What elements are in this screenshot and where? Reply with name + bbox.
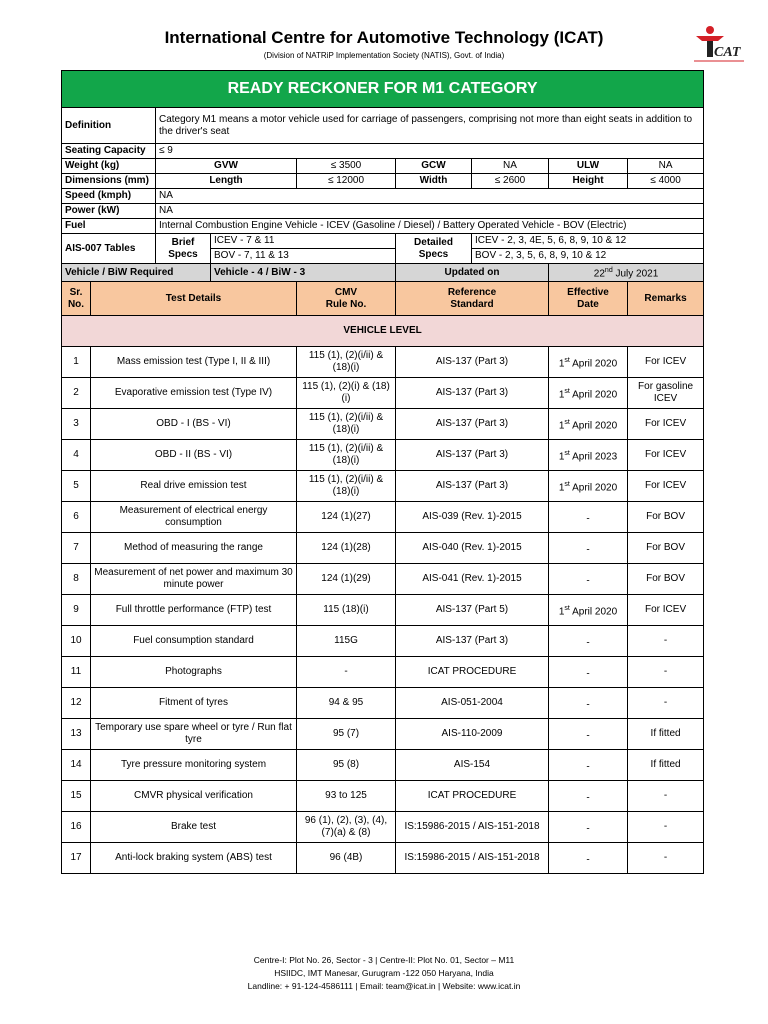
row-reference-standard: ICAT PROCEDURE xyxy=(396,657,549,688)
row-cmv-rule: 115 (1), (2)(i/ii) & (18)(i) xyxy=(297,409,396,440)
page-header-subtitle: (Division of NATRiP Implementation Society (NATIS), Govt. of India) xyxy=(263,51,505,60)
row-remarks: For ICEV xyxy=(628,347,704,378)
row-test-details: Tyre pressure monitoring system xyxy=(91,750,297,781)
row-reference-standard: AIS-137 (Part 3) xyxy=(396,409,549,440)
speed-value: NA xyxy=(156,189,704,204)
gvw-value: ≤ 3500 xyxy=(297,159,396,174)
row-remarks: If fitted xyxy=(628,750,704,781)
updated-label: Updated on xyxy=(396,264,549,282)
row-remarks: For BOV xyxy=(628,502,704,533)
table-row xyxy=(62,688,704,719)
row-remarks: For ICEV xyxy=(628,409,704,440)
row-test-details: Photographs xyxy=(91,657,297,688)
row-number: 6 xyxy=(62,502,91,533)
table-row xyxy=(62,843,704,874)
row-cmv-rule: 95 (8) xyxy=(297,750,396,781)
row-remarks: For BOV xyxy=(628,533,704,564)
row-reference-standard: AIS-137 (Part 3) xyxy=(396,347,549,378)
row-reference-standard: AIS-154 xyxy=(396,750,549,781)
row-cmv-rule: 115 (1), (2)(i/ii) & (18)(i) xyxy=(297,440,396,471)
row-number: 14 xyxy=(62,750,91,781)
table-row xyxy=(62,564,704,595)
row-test-details: Real drive emission test xyxy=(91,471,297,502)
speed-label: Speed (kmph) xyxy=(62,189,156,204)
row-number: 17 xyxy=(62,843,91,874)
table-row xyxy=(62,781,704,812)
row-effective-date: - xyxy=(549,564,628,595)
row-number: 7 xyxy=(62,533,91,564)
col-remarks: Remarks xyxy=(628,282,704,316)
row-cmv-rule: 115 (1), (2)(i/ii) & (18)(i) xyxy=(297,471,396,502)
row-cmv-rule: - xyxy=(297,657,396,688)
definition-label: Definition xyxy=(62,108,156,144)
row-remarks: If fitted xyxy=(628,719,704,750)
row-effective-date: 1st April 2020 xyxy=(549,378,628,409)
row-reference-standard: AIS-040 (Rev. 1)-2015 xyxy=(396,533,549,564)
row-number: 4 xyxy=(62,440,91,471)
vehicle-biw-value: Vehicle - 4 / BiW - 3 xyxy=(211,264,396,282)
row-reference-standard: ICAT PROCEDURE xyxy=(396,781,549,812)
row-number: 16 xyxy=(62,812,91,843)
row-test-details: Fitment of tyres xyxy=(91,688,297,719)
table-row xyxy=(62,719,704,750)
row-remarks: - xyxy=(628,626,704,657)
row-number: 1 xyxy=(62,347,91,378)
ais-tables-label: AIS-007 Tables xyxy=(62,234,156,264)
row-number: 9 xyxy=(62,595,91,626)
table-row xyxy=(62,409,704,440)
row-number: 2 xyxy=(62,378,91,409)
row-effective-date: - xyxy=(549,688,628,719)
power-label: Power (kW) xyxy=(62,204,156,219)
row-remarks: For ICEV xyxy=(628,471,704,502)
row-reference-standard: AIS-039 (Rev. 1)-2015 xyxy=(396,502,549,533)
ready-reckoner-table xyxy=(61,70,704,874)
row-reference-standard: AIS-051-2004 xyxy=(396,688,549,719)
length-value: ≤ 12000 xyxy=(297,174,396,189)
row-number: 8 xyxy=(62,564,91,595)
row-effective-date: - xyxy=(549,533,628,564)
row-test-details: Brake test xyxy=(91,812,297,843)
width-label: Width xyxy=(396,174,472,189)
row-test-details: Anti-lock braking system (ABS) test xyxy=(91,843,297,874)
row-effective-date: - xyxy=(549,719,628,750)
fuel-label: Fuel xyxy=(62,219,156,234)
weight-label: Weight (kg) xyxy=(62,159,156,174)
detailed-specs-label: Detailed Specs xyxy=(396,234,472,264)
definition-text: Category M1 means a motor vehicle used for carriage of passengers, comprising not more than eight seats in addition to the driver's seat xyxy=(156,108,704,144)
height-value: ≤ 4000 xyxy=(628,174,704,189)
row-number: 10 xyxy=(62,626,91,657)
gcw-label: GCW xyxy=(396,159,472,174)
row-cmv-rule: 115 (1), (2)(i) & (18)(i) xyxy=(297,378,396,409)
footer-line-1: Centre-I: Plot No. 26, Sector - 3 | Centre-II: Plot No. 01, Sector – M11 xyxy=(253,955,515,965)
row-effective-date: 1st April 2020 xyxy=(549,595,628,626)
row-reference-standard: AIS-137 (Part 3) xyxy=(396,626,549,657)
row-remarks: - xyxy=(628,657,704,688)
row-cmv-rule: 96 (1), (2), (3), (4), (7)(a) & (8) xyxy=(297,812,396,843)
power-value: NA xyxy=(156,204,704,219)
col-cmv-rule: CMV Rule No. xyxy=(297,282,396,316)
row-number: 15 xyxy=(62,781,91,812)
row-reference-standard: AIS-137 (Part 3) xyxy=(396,378,549,409)
table-row xyxy=(62,533,704,564)
row-test-details: Evaporative emission test (Type IV) xyxy=(91,378,297,409)
row-remarks: - xyxy=(628,688,704,719)
row-test-details: OBD - I (BS - VI) xyxy=(91,409,297,440)
row-test-details: Method of measuring the range xyxy=(91,533,297,564)
width-value: ≤ 2600 xyxy=(472,174,549,189)
document-heading: READY RECKONER FOR M1 CATEGORY xyxy=(62,71,704,108)
icat-logo xyxy=(688,22,748,66)
row-cmv-rule: 95 (7) xyxy=(297,719,396,750)
row-remarks: - xyxy=(628,843,704,874)
ulw-value: NA xyxy=(628,159,704,174)
row-effective-date: - xyxy=(549,750,628,781)
row-remarks: For ICEV xyxy=(628,595,704,626)
row-cmv-rule: 94 & 95 xyxy=(297,688,396,719)
gvw-label: GVW xyxy=(156,159,297,174)
row-test-details: Measurement of electrical energy consumption xyxy=(91,502,297,533)
footer-line-2: HSIIDC, IMT Manesar, Gurugram -122 050 Haryana, India xyxy=(274,968,494,978)
row-effective-date: 1st April 2020 xyxy=(549,471,628,502)
row-number: 13 xyxy=(62,719,91,750)
table-row xyxy=(62,440,704,471)
detailed-icev: ICEV - 2, 3, 4E, 5, 6, 8, 9, 10 & 12 xyxy=(472,234,704,249)
svg-text:CAT: CAT xyxy=(714,45,741,60)
row-reference-standard: AIS-137 (Part 3) xyxy=(396,440,549,471)
updated-date: 22nd July 2021 xyxy=(549,264,704,282)
col-sr-no: Sr. No. xyxy=(62,282,91,316)
row-effective-date: 1st April 2020 xyxy=(549,347,628,378)
row-remarks: For BOV xyxy=(628,564,704,595)
row-cmv-rule: 124 (1)(27) xyxy=(297,502,396,533)
page-header-title: International Centre for Automotive Technology (ICAT) xyxy=(164,28,604,47)
row-number: 11 xyxy=(62,657,91,688)
table-row xyxy=(62,812,704,843)
row-test-details: Full throttle performance (FTP) test xyxy=(91,595,297,626)
row-test-details: Fuel consumption standard xyxy=(91,626,297,657)
row-number: 5 xyxy=(62,471,91,502)
row-reference-standard: AIS-110-2009 xyxy=(396,719,549,750)
row-cmv-rule: 115 (1), (2)(i/ii) & (18)(i) xyxy=(297,347,396,378)
table-row xyxy=(62,750,704,781)
brief-bov: BOV - 7, 11 & 13 xyxy=(211,249,396,264)
row-cmv-rule: 124 (1)(28) xyxy=(297,533,396,564)
row-cmv-rule: 96 (4B) xyxy=(297,843,396,874)
row-effective-date: - xyxy=(549,781,628,812)
fuel-value: Internal Combustion Engine Vehicle - ICEV (Gasoline / Diesel) / Battery Operated Vehicle - BOV (Electric) xyxy=(156,219,704,234)
row-effective-date: - xyxy=(549,657,628,688)
row-test-details: CMVR physical verification xyxy=(91,781,297,812)
row-number: 12 xyxy=(62,688,91,719)
vehicle-biw-label: Vehicle / BiW Required xyxy=(62,264,211,282)
table-row xyxy=(62,378,704,409)
seating-label: Seating Capacity xyxy=(62,144,156,159)
row-cmv-rule: 93 to 125 xyxy=(297,781,396,812)
row-remarks: - xyxy=(628,781,704,812)
table-row xyxy=(62,471,704,502)
dimensions-label: Dimensions (mm) xyxy=(62,174,156,189)
row-reference-standard: AIS-137 (Part 3) xyxy=(396,471,549,502)
brief-specs-label: Brief Specs xyxy=(156,234,211,264)
row-test-details: Temporary use spare wheel or tyre / Run flat tyre xyxy=(91,719,297,750)
table-row xyxy=(62,595,704,626)
row-cmv-rule: 115 (18)(i) xyxy=(297,595,396,626)
row-reference-standard: AIS-137 (Part 5) xyxy=(396,595,549,626)
section-vehicle-level: VEHICLE LEVEL xyxy=(62,316,704,347)
row-cmv-rule: 124 (1)(29) xyxy=(297,564,396,595)
row-remarks: For ICEV xyxy=(628,440,704,471)
row-test-details: Mass emission test (Type I, II & III) xyxy=(91,347,297,378)
table-row xyxy=(62,626,704,657)
row-remarks: For gasoline ICEV xyxy=(628,378,704,409)
table-row xyxy=(62,347,704,378)
row-effective-date: - xyxy=(549,812,628,843)
row-remarks: - xyxy=(628,812,704,843)
height-label: Height xyxy=(549,174,628,189)
row-test-details: OBD - II (BS - VI) xyxy=(91,440,297,471)
col-test-details: Test Details xyxy=(91,282,297,316)
row-effective-date: - xyxy=(549,843,628,874)
row-effective-date: - xyxy=(549,502,628,533)
ulw-label: ULW xyxy=(549,159,628,174)
detailed-bov: BOV - 2, 3, 5, 6, 8, 9, 10 & 12 xyxy=(472,249,704,264)
col-effective-date: Effective Date xyxy=(549,282,628,316)
row-test-details: Measurement of net power and maximum 30 minute power xyxy=(91,564,297,595)
row-cmv-rule: 115G xyxy=(297,626,396,657)
gcw-value: NA xyxy=(472,159,549,174)
length-label: Length xyxy=(156,174,297,189)
brief-icev: ICEV - 7 & 11 xyxy=(211,234,396,249)
col-reference-standard: Reference Standard xyxy=(396,282,549,316)
row-reference-standard: AIS-041 (Rev. 1)-2015 xyxy=(396,564,549,595)
footer-line-3: Landline: + 91-124-4586111 | Email: team@icat.in | Website: www.icat.in xyxy=(247,981,521,991)
row-effective-date: - xyxy=(549,626,628,657)
row-effective-date: 1st April 2020 xyxy=(549,409,628,440)
row-reference-standard: IS:15986-2015 / AIS-151-2018 xyxy=(396,812,549,843)
row-number: 3 xyxy=(62,409,91,440)
table-row xyxy=(62,657,704,688)
row-reference-standard: IS:15986-2015 / AIS-151-2018 xyxy=(396,843,549,874)
row-effective-date: 1st April 2023 xyxy=(549,440,628,471)
table-row xyxy=(62,502,704,533)
seating-value: ≤ 9 xyxy=(156,144,704,159)
